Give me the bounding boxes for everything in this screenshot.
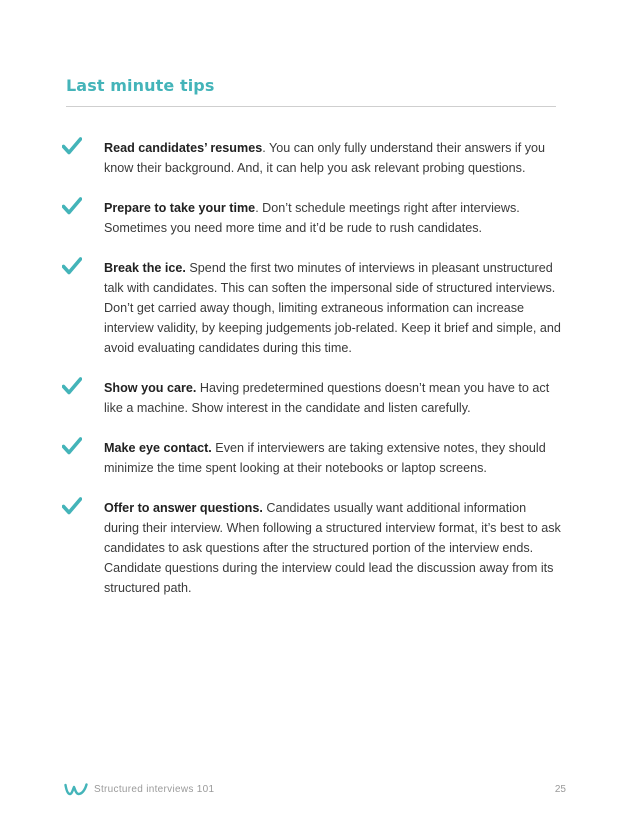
tip-text (104, 498, 562, 598)
page-number: 25 (554, 784, 566, 795)
list-item (62, 498, 562, 598)
tip-body: Candidates usually want additional information during their interview. When following a structured interview format, it’s best to ask candidates to ask questions after the structured portion of the interview ends. Candidate questions during the interview could lead the discussion away from its structured path. (104, 501, 561, 595)
checkmark-icon (62, 377, 82, 395)
tip-heading: Offer to answer questions. (104, 501, 263, 515)
tip-text (104, 258, 562, 358)
list-item (62, 378, 562, 418)
tip-heading: Show you care. (104, 381, 197, 395)
workable-logo-icon (64, 782, 88, 796)
tips-list (62, 138, 562, 618)
checkmark-icon (62, 197, 82, 215)
tip-heading: Read candidates’ resumes (104, 141, 263, 155)
checkmark-icon (62, 137, 82, 155)
checkmark-icon (62, 437, 82, 455)
list-item (62, 198, 562, 238)
tip-body: Spend the first two minutes of interviews in pleasant unstructured talk with candidates. This can soften the impersonal side of structured interviews. Don’t get carried away though, limiting extraneous information can increase interview validity, by keeping judgements job-related. Keep it brief and simple, and avoid evaluating candidates during this time. (104, 261, 561, 355)
checkmark-icon (62, 257, 82, 275)
tip-body: . Don’t schedule meetings right after interviews. Sometimes you need more time and it’d be rude to rush candidates. (104, 201, 520, 235)
checkmark-icon (62, 497, 82, 515)
footer-document-title: Structured interviews 101 (94, 784, 215, 795)
title-divider (66, 106, 556, 107)
tip-heading: Prepare to take your time (104, 201, 256, 215)
list-item (62, 138, 562, 178)
page-title: Last minute tips (66, 76, 215, 95)
page-footer (64, 780, 566, 800)
tip-text (104, 378, 562, 418)
tip-heading: Break the ice. (104, 261, 186, 275)
tip-body: . You can only fully understand their answers if you know their background. And, it can help you ask relevant probing questions. (104, 141, 546, 175)
tip-heading: Make eye contact. (104, 441, 212, 455)
list-item (62, 438, 562, 478)
tip-text (104, 138, 562, 178)
tip-body: Having predetermined questions doesn’t mean you have to act like a machine. Show interest in the candidate and listen carefully. (104, 381, 550, 415)
tip-body: Even if interviewers are taking extensive notes, they should minimize the time spent looking at their notebooks or laptop screens. (104, 441, 546, 475)
tip-text (104, 438, 562, 478)
list-item (62, 258, 562, 358)
tip-text (104, 198, 562, 238)
